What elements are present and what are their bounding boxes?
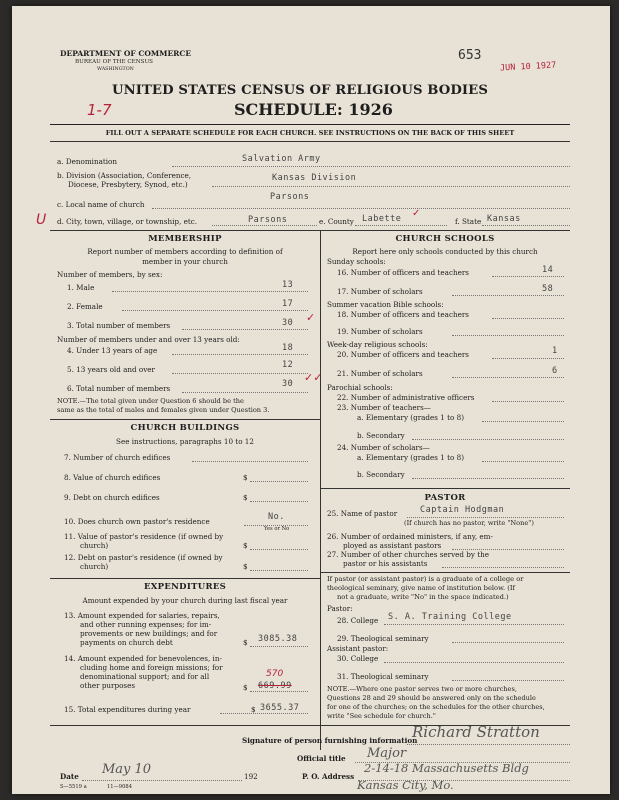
state-value[interactable]: Kansas — [487, 214, 521, 224]
date-year: 192 — [244, 772, 258, 781]
buildings-subtitle: See instructions, paragraphs 10 to 12 — [116, 437, 254, 446]
q27-line — [442, 567, 564, 568]
q2-value[interactable]: 17 — [282, 299, 294, 309]
po-address-value[interactable]: 2-14-18 Massachusetts Bldg — [364, 761, 529, 775]
handwritten-mark: 1-7 — [87, 101, 112, 119]
q12-dollar-sign: $ — [243, 562, 248, 571]
q24-label: 24. Number of scholars— — [337, 443, 430, 452]
bureau-name: BUREAU OF THE CENSUS — [75, 59, 154, 65]
schedule-number: 653 — [458, 48, 482, 63]
q28-value[interactable]: S. A. Training College — [388, 612, 512, 622]
q2-line — [122, 310, 308, 311]
q4-line — [172, 354, 308, 355]
pastor-title: PASTOR — [424, 493, 466, 503]
q23a-line — [482, 421, 564, 422]
q5-value[interactable]: 12 — [282, 360, 294, 370]
q20-value[interactable]: 1 — [552, 346, 558, 356]
q21-line — [452, 377, 564, 378]
q6-check-mark: ✓✓ — [304, 371, 323, 384]
state-label: f. State — [455, 217, 482, 226]
q8-label: 8. Value of church edifices — [64, 473, 161, 482]
form-number: S—5519 a — [60, 784, 87, 790]
grid-column-divider — [320, 230, 321, 750]
q7-label: 7. Number of church edifices — [64, 453, 171, 462]
membership-note-2: same as the total of males and females given under Question 3. — [57, 406, 270, 414]
q9-dollar-sign: $ — [243, 493, 248, 502]
q25-value[interactable]: Captain Hodgman — [420, 505, 505, 515]
expenditures-title: EXPENDITURES — [143, 582, 227, 592]
q14-line — [250, 691, 308, 692]
q31-line — [452, 680, 564, 681]
received-date-stamp: JUN 10 1927 — [499, 60, 557, 74]
q12-line — [250, 570, 308, 571]
q24b-line — [412, 478, 564, 479]
q18-line — [492, 318, 564, 319]
signature-line — [407, 744, 570, 745]
q15-line — [220, 713, 308, 714]
summer-schools-heading: Summer vacation Bible schools: — [327, 300, 444, 309]
q14-value[interactable]: 669.99 — [258, 681, 292, 691]
q23b-line — [412, 439, 564, 440]
state-line — [482, 225, 570, 226]
q29-label: 29. Theological seminary — [337, 634, 429, 643]
q24a-label: a. Elementary (grades 1 to 8) — [357, 453, 464, 462]
schools-rule — [320, 488, 570, 489]
membership-note-1: NOTE.—The total given under Question 6 should be the — [57, 397, 244, 405]
denomination-value[interactable]: Salvation Army — [242, 154, 321, 164]
q24a-line — [482, 461, 564, 462]
q28-line — [384, 624, 564, 625]
official-title-label: Official title — [297, 754, 346, 763]
q21-label: 21. Number of scholars — [337, 369, 423, 378]
department-name: DEPARTMENT OF COMMERCE — [60, 49, 192, 58]
grid-rule-main — [50, 230, 570, 231]
assistant-college-heading: Assistant pastor: — [327, 644, 389, 653]
signature-label: Signature of person furnishing information — [242, 736, 418, 745]
q16-line — [492, 276, 564, 277]
pastor-note-4: write "See schedule for church." — [327, 712, 436, 720]
q23b-label: b. Secondary — [357, 431, 405, 440]
q13-line — [250, 646, 308, 647]
po-address-city[interactable]: Kansas City, Mo. — [357, 778, 454, 792]
q19-line — [452, 335, 564, 336]
q20-label: 20. Number of officers and teachers — [337, 350, 469, 359]
q11-line — [250, 549, 308, 550]
q5-label: 5. 13 years old and over — [67, 365, 155, 374]
expenditures-subtitle: Amount expended by your church during last fiscal year — [82, 596, 288, 605]
local-name-line — [152, 208, 570, 209]
q23-label: 23. Number of teachers— — [337, 403, 431, 412]
q8-dollar-sign: $ — [243, 473, 248, 482]
county-line — [355, 225, 447, 226]
official-title-value[interactable]: Major — [367, 746, 407, 761]
q14-correction: 570 — [266, 669, 284, 679]
q8-line — [250, 481, 308, 482]
division-line — [212, 186, 570, 187]
membership-title: MEMBERSHIP — [148, 234, 222, 244]
graduate-note-3: not a graduate, write "No" in the space indicated.) — [337, 593, 509, 601]
q21-value[interactable]: 6 — [552, 366, 558, 376]
q1-label: 1. Male — [67, 283, 95, 292]
signature-value[interactable]: Richard Stratton — [412, 723, 540, 741]
q16-value[interactable]: 14 — [542, 265, 554, 275]
division-label-1: b. Division (Association, Conference, — [57, 171, 192, 180]
bureau-city: WASHINGTON — [97, 67, 134, 72]
q25-hint: (If church has no pastor, write "None") — [404, 519, 534, 527]
q6-line — [182, 392, 308, 393]
q30-label: 30. College — [337, 654, 379, 663]
q17-line — [452, 295, 564, 296]
q19-label: 19. Number of scholars — [337, 327, 423, 336]
census-schedule-sheet — [12, 6, 610, 794]
q27-label-2: pastor or his assistants — [343, 559, 428, 568]
q15-value[interactable]: 3655.37 — [260, 703, 300, 713]
county-label: e. County — [319, 217, 354, 226]
q13-value[interactable]: 3085.38 — [258, 634, 298, 644]
q10-label: 10. Does church own pastor's residence — [64, 517, 210, 526]
q31-label: 31. Theological seminary — [337, 672, 429, 681]
pastor-college-heading: Pastor: — [327, 604, 353, 613]
q11-label-2: church) — [80, 541, 109, 550]
q13-label-2: and other running expenses; for im- — [80, 620, 212, 629]
pastor-note-3: for one of the churches; on the schedules for the other churches, — [327, 703, 545, 711]
parochial-schools-heading: Parochial schools: — [327, 383, 393, 392]
membership-intro-2: member in your church — [142, 257, 228, 266]
schedule-title: SCHEDULE: 1926 — [234, 100, 393, 119]
members-by-sex-heading: Number of members, by sex: — [57, 270, 163, 279]
weekday-schools-heading: Week-day religious schools: — [327, 340, 428, 349]
q23a-label: a. Elementary (grades 1 to 8) — [357, 413, 464, 422]
schools-subtitle: Report here only schools conducted by this church — [352, 247, 538, 256]
city-line — [212, 225, 317, 226]
q13-label-3: provements or new buildings; and for — [80, 629, 218, 638]
date-label: Date — [60, 772, 79, 781]
q14-label-2: cluding home and foreign missions; for — [80, 663, 223, 672]
q28-label: 28. College — [337, 616, 379, 625]
graduate-note-1: If pastor (or assistant pastor) is a graduate of a college or — [327, 575, 524, 583]
q3-line — [182, 329, 308, 330]
membership-rule — [50, 419, 320, 420]
q22-label: 22. Number of administrative officers — [337, 393, 475, 402]
q14-dollar-sign: $ — [243, 683, 248, 692]
pastor-note-1: NOTE.—Where one pastor serves two or more churches, — [327, 685, 517, 693]
q11-dollar-sign: $ — [243, 541, 248, 550]
q14-label-1: 14. Amount expended for benevolences, in- — [64, 654, 222, 663]
q12-label-2: church) — [80, 562, 109, 571]
county-check-mark: ✓ — [412, 208, 421, 219]
q3-label: 3. Total number of members — [67, 321, 171, 330]
q15-dollar-sign: $ — [251, 705, 256, 714]
q13-label-1: 13. Amount expended for salaries, repairs, — [64, 611, 220, 620]
q1-value[interactable]: 13 — [282, 280, 294, 290]
q25-line — [407, 517, 564, 518]
print-number: 11—9084 — [107, 784, 132, 790]
division-value[interactable]: Kansas Division — [272, 173, 357, 183]
q22-line — [492, 401, 564, 402]
q13-dollar-sign: $ — [243, 638, 248, 647]
q29-line — [452, 642, 564, 643]
q24b-label: b. Secondary — [357, 470, 405, 479]
q14-label-3: denominational support; and for all — [80, 672, 210, 681]
city-margin-mark: U — [36, 212, 47, 228]
q25-label: 25. Name of pastor — [327, 509, 398, 518]
local-name-value[interactable]: Parsons — [270, 192, 310, 202]
q20-line — [492, 358, 564, 359]
q7-line — [192, 461, 308, 462]
county-value[interactable]: Labette — [362, 214, 402, 224]
q15-label: 15. Total expenditures during year — [64, 705, 191, 714]
q6-value[interactable]: 30 — [282, 379, 294, 389]
pastor-rule — [320, 572, 570, 573]
q9-label: 9. Debt on church edifices — [64, 493, 160, 502]
q26-label-2: ployed as assistant pastors — [343, 541, 442, 550]
date-line — [82, 780, 242, 781]
q3-check-mark: ✓ — [306, 311, 316, 324]
buildings-title: CHURCH BUILDINGS — [130, 423, 240, 433]
q2-label: 2. Female — [67, 302, 103, 311]
schools-title: CHURCH SCHOOLS — [395, 234, 495, 244]
q16-label: 16. Number of officers and teachers — [337, 268, 469, 277]
q10-value[interactable]: No. — [268, 512, 285, 522]
pastor-note-2: Questions 28 and 29 should be answered only on the schedule — [327, 694, 536, 702]
q26-label-1: 26. Number of ordained ministers, if any, em- — [327, 532, 493, 541]
q11-label-1: 11. Value of pastor's residence (if owned by — [64, 532, 224, 541]
buildings-rule — [50, 578, 320, 579]
form-title: UNITED STATES CENSUS OF RELIGIOUS BODIES — [112, 83, 488, 98]
q4-label: 4. Under 13 years of age — [67, 346, 158, 355]
q9-line — [250, 501, 308, 502]
sunday-schools-heading: Sunday schools: — [327, 257, 386, 266]
q13-label-4: payments on church debt — [80, 638, 173, 647]
po-address-label: P. O. Address — [302, 772, 355, 781]
q14-label-4: other purposes — [80, 681, 136, 690]
q10-hint: Yes or No — [264, 526, 290, 532]
q5-line — [172, 373, 308, 374]
header-rule-bottom — [50, 141, 570, 142]
q17-label: 17. Number of scholars — [337, 287, 423, 296]
denomination-label: a. Denomination — [57, 157, 117, 166]
form-instruction: FILL OUT A SEPARATE SCHEDULE FOR EACH CHURCH. SEE INSTRUCTIONS ON THE BACK OF THIS SHEET — [105, 129, 515, 137]
city-value[interactable]: Parsons — [248, 215, 288, 225]
q12-label-1: 12. Debt on pastor's residence (if owned by — [64, 553, 223, 562]
q27-label-1: 27. Number of other churches served by the — [327, 550, 490, 559]
q6-label: 6. Total number of members — [67, 384, 171, 393]
q30-line — [384, 662, 564, 663]
members-by-age-heading: Number of members under and over 13 years old: — [57, 335, 240, 344]
membership-intro-1: Report number of members according to definition of — [87, 247, 283, 256]
header-rule-top — [50, 124, 570, 125]
q4-value[interactable]: 18 — [282, 343, 294, 353]
local-name-label: c. Local name of church — [57, 200, 145, 209]
q1-line — [112, 291, 308, 292]
q18-label: 18. Number of officers and teachers — [337, 310, 469, 319]
division-label-2: Diocese, Presbytery, Synod, etc.) — [68, 180, 188, 189]
date-value[interactable]: May 10 — [102, 762, 152, 777]
q17-value[interactable]: 58 — [542, 284, 554, 294]
city-label: d. City, town, village, or township, etc. — [57, 217, 198, 226]
q3-value[interactable]: 30 — [282, 318, 294, 328]
denomination-line — [172, 166, 570, 167]
graduate-note-2: theological seminary, give name of institution below. (If — [327, 584, 515, 592]
